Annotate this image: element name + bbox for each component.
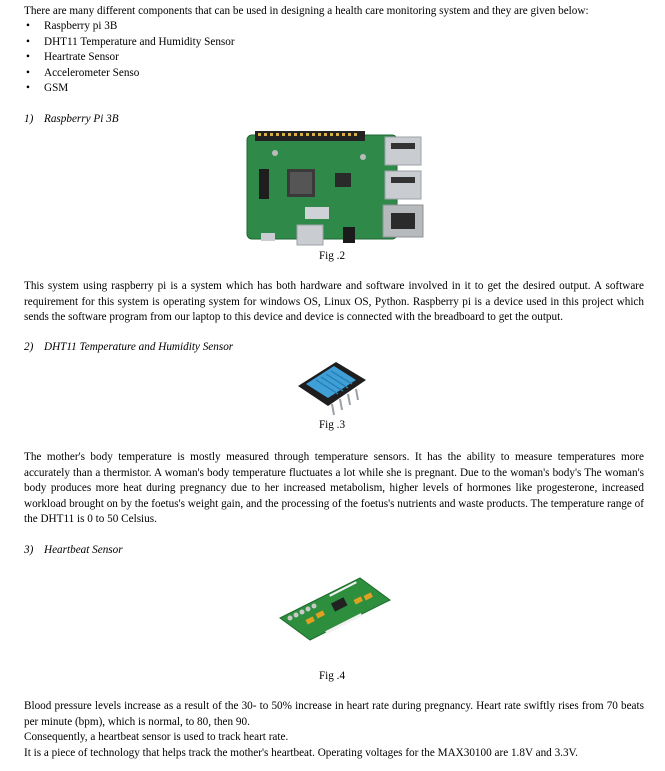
paragraph: This system using raspberry pi is a system which has both hardware and software involved in it to get the desired output. A software requirement for this system is operating system for windows OS, Linux OS, Python. Raspberry pi is a device used in this project which sends the software program from our laptop to this device and device is connected with the breadboard to get the output.	[24, 280, 644, 323]
bullet-icon: •	[26, 35, 30, 48]
figure-caption: Fig .2	[318, 250, 346, 262]
figure-caption: Fig .3	[318, 419, 346, 431]
paragraph	[24, 699, 644, 761]
paragraph-line: Consequently, a heartbeat sensor is used to track heart rate.	[24, 731, 289, 743]
paragraph: The mother's body temperature is mostly measured through temperature sensors. It has the ability to measure temperatures more accurately than a thermistor. A woman's body temperature fluctuates a lot while she is pregnant. Due to the woman's body's The woman's body produces more heat during pregnancy due to her increased metabolism, higher levels of hormones like progesterone, increased workload brought on by the foetus's weight gain, and the processing of the foetus's nutrients and waste products. The temperature range of the DHT11 is 0 to 50 Celsius.	[24, 451, 644, 525]
list-item: • GSM	[24, 81, 235, 97]
intro-text: There are many different components that can be used in designing a health care monitoring system and they are given below:	[24, 5, 589, 17]
bullet-icon: •	[26, 82, 30, 94]
component-list	[24, 19, 235, 97]
list-item: • Accelerometer Senso	[24, 66, 235, 82]
section-heading: 3) Heartbeat Sensor	[24, 544, 123, 556]
bullet-icon: •	[26, 20, 30, 32]
paragraph-line: It is a piece of technology that helps track the mother's heartbeat. Operating voltages for the MAX30100 are 1.8V and 3.3V.	[24, 746, 578, 759]
section-heading: 1) Raspberry Pi 3B	[24, 113, 119, 125]
list-item: • Raspberry pi 3B	[24, 19, 235, 35]
list-item: • DHT11 Temperature and Humidity Sensor	[24, 35, 235, 51]
list-item: • Heartrate Sensor	[24, 50, 235, 66]
paragraph-line: Blood pressure levels increase as a result of the 30- to 50% increase in heart rate during pregnancy. Heart rate swiftly rises from 70 beats per minute (bpm), which is normal, to 80, then 90.	[24, 700, 644, 728]
heartbeat-sensor-image	[276, 574, 394, 644]
section-heading: 2) DHT11 Temperature and Humidity Sensor	[24, 341, 234, 353]
figure-caption: Fig .4	[318, 670, 346, 682]
raspberry-pi-image	[245, 129, 425, 247]
bullet-icon: •	[26, 51, 30, 63]
dht11-sensor-image	[296, 358, 368, 416]
bullet-icon: •	[26, 66, 30, 79]
